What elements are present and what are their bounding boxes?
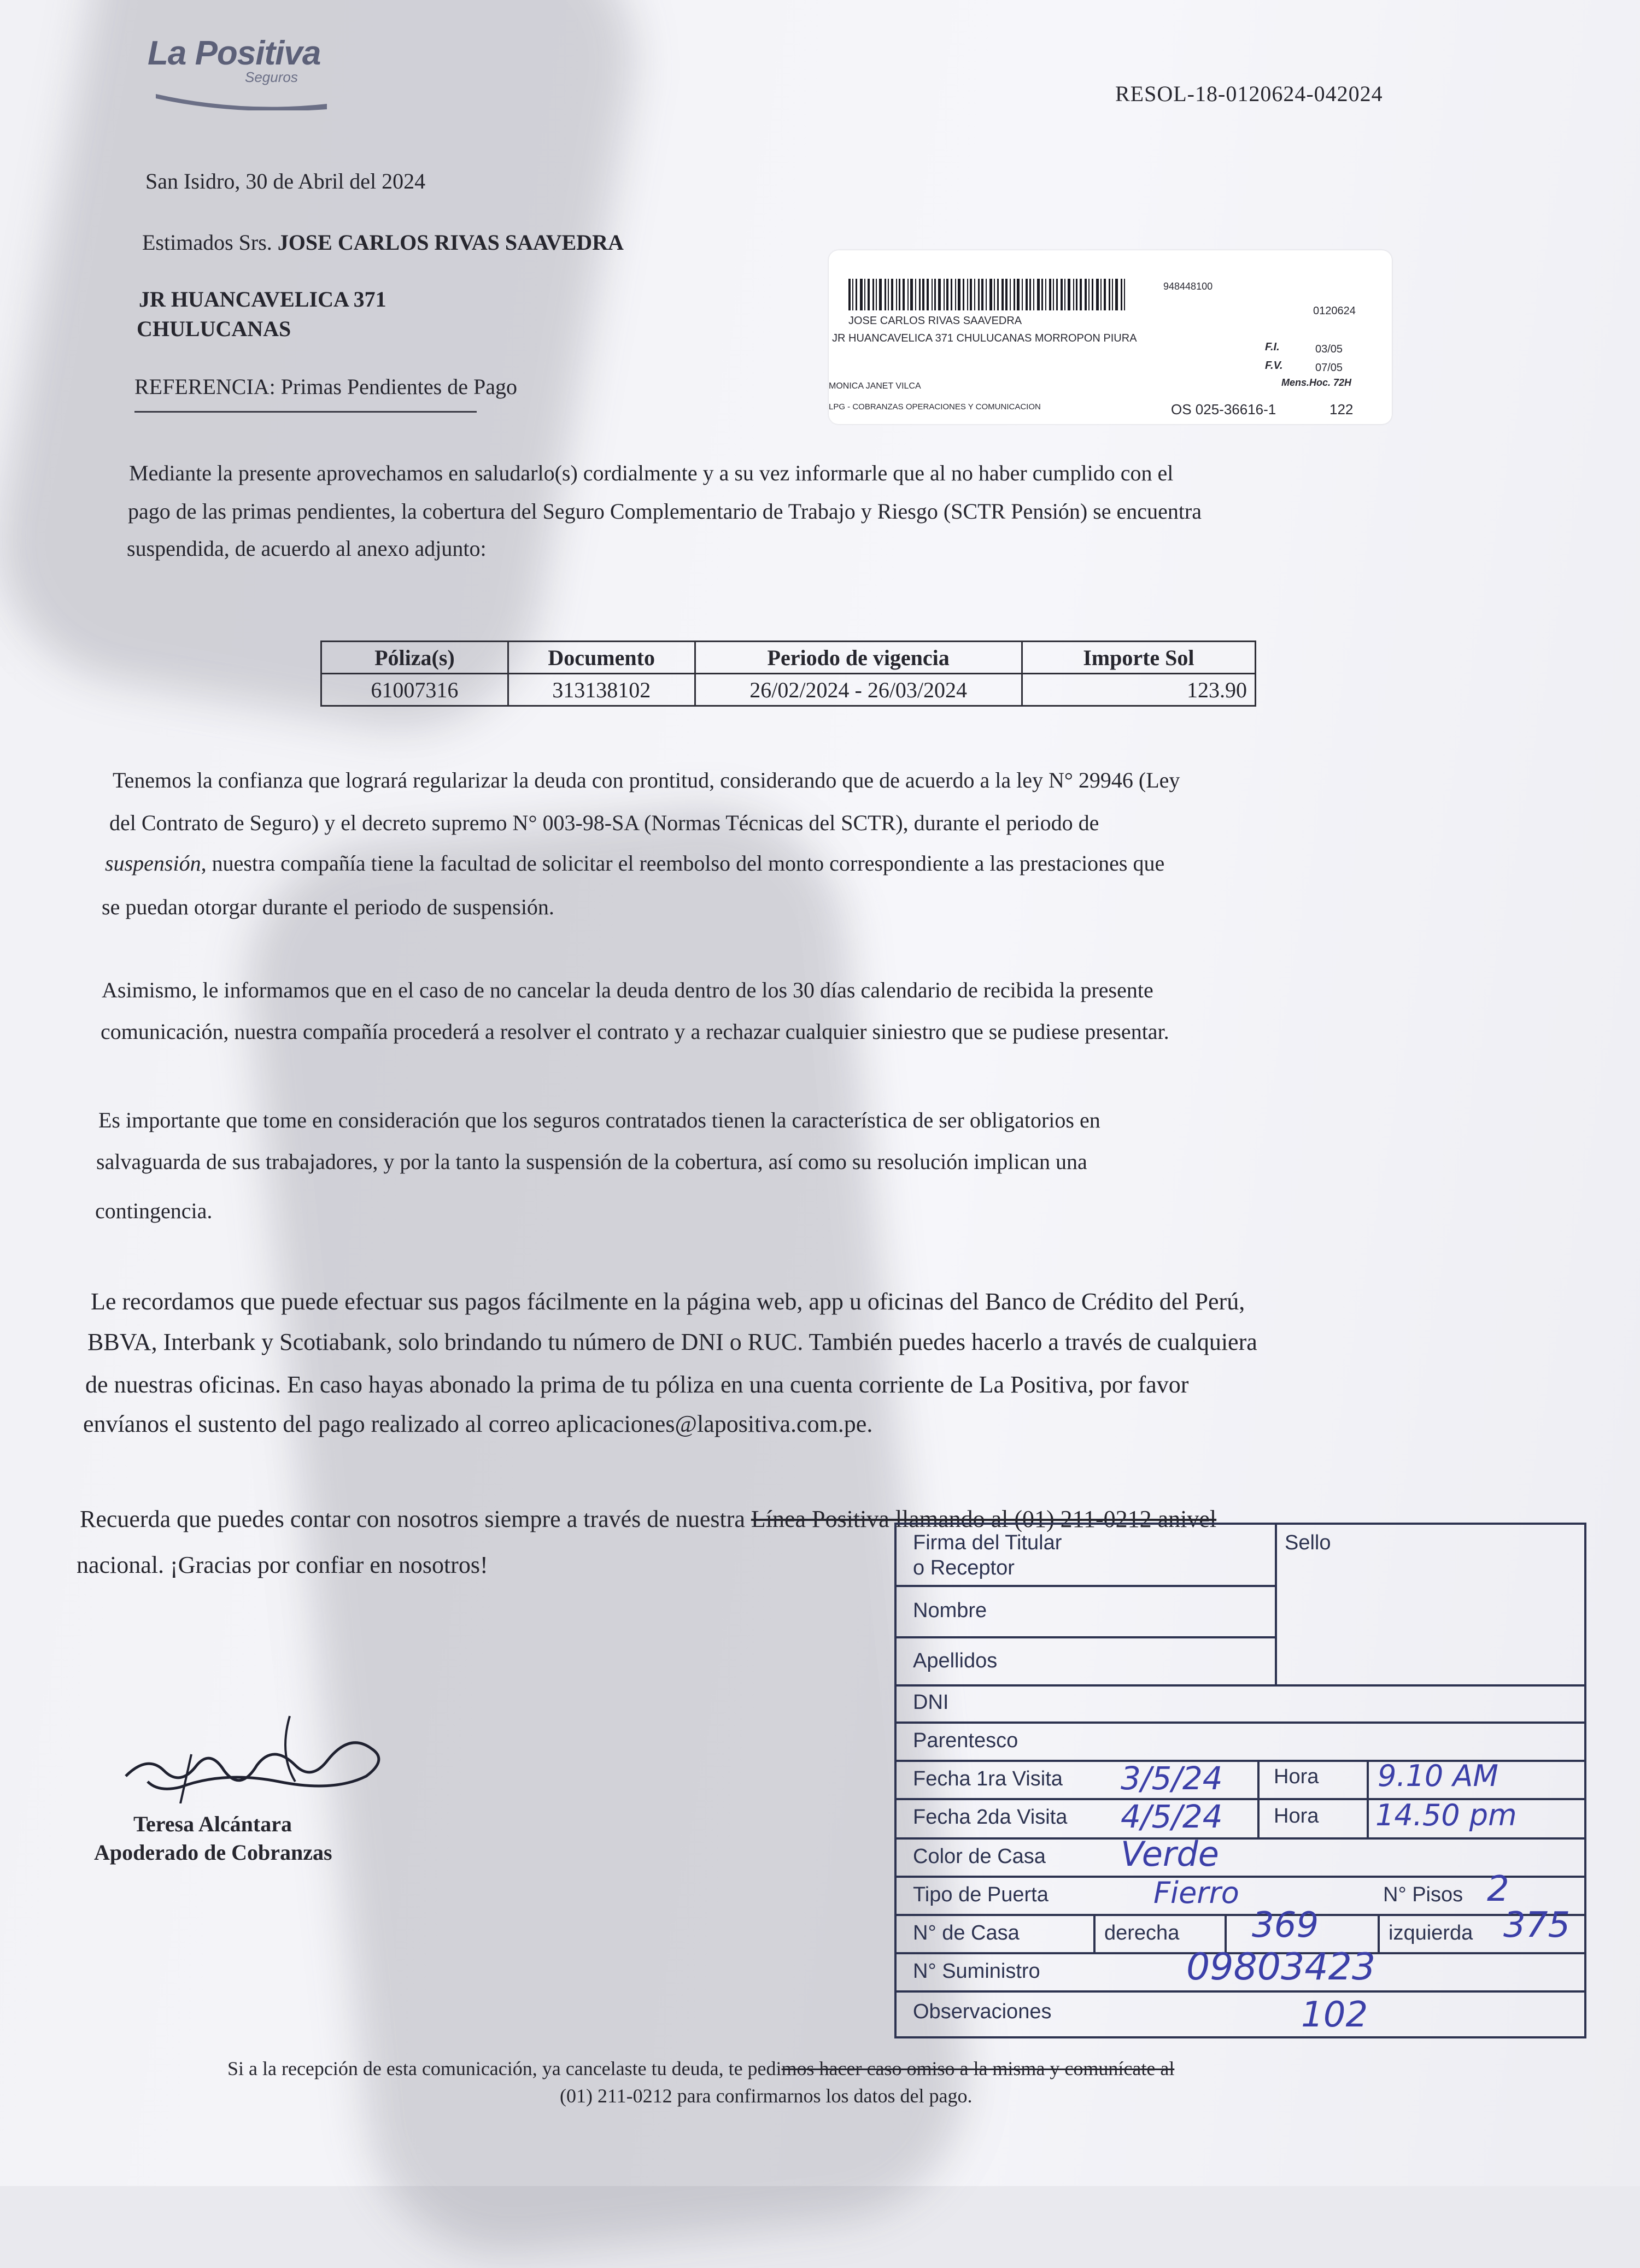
tipo-puerta-label: Tipo de Puerta: [913, 1883, 1049, 1906]
barcode-bar: [932, 279, 933, 310]
paragraph-2-line-3-rest: , nuestra compañía tiene la facultad de solicitar el reembolso del monto correspondiente a las prestaciones que: [201, 851, 1165, 876]
barcode-bar: [951, 279, 952, 310]
hora1-label: Hora: [1274, 1765, 1319, 1788]
barcode-bar: [1076, 279, 1077, 310]
barcode-bar: [1029, 279, 1031, 310]
fecha1-divider: [1257, 1760, 1260, 1798]
date-line: San Isidro, 30 de Abril del 2024: [145, 169, 426, 193]
barcode-bar: [986, 279, 987, 310]
barcode-bar: [922, 279, 924, 310]
barcode-bar: [856, 279, 857, 310]
barcode-bar: [1005, 279, 1008, 310]
barcode-bar: [1073, 279, 1074, 310]
row-divider-4: [897, 1721, 1584, 1724]
barcode-bar: [1049, 279, 1051, 310]
hora2-value: 14.50 pm: [1375, 1798, 1517, 1832]
logo-wordmark: La Positiva: [148, 34, 321, 72]
barcode-bar: [876, 279, 877, 310]
barcode-bar: [1080, 279, 1082, 310]
numero-casa-label: N° de Casa: [913, 1922, 1020, 1944]
derecha-label: derecha: [1104, 1922, 1180, 1944]
barcode-bar: [891, 279, 893, 310]
barcode-bar: [1124, 279, 1125, 310]
barcode-bar: [868, 279, 870, 310]
barcode-bar: [1096, 279, 1099, 310]
suspension-italic: suspensión: [105, 851, 201, 876]
fecha2-divider: [1257, 1798, 1260, 1837]
barcode-bar: [1014, 279, 1015, 310]
barcode-bar: [1104, 279, 1106, 310]
barcode-bar: [974, 279, 975, 310]
row-divider-2: [897, 1636, 1275, 1638]
barcode-bar: [978, 279, 980, 310]
label-fv: F.V.: [1265, 360, 1283, 372]
barcode-bar: [927, 279, 929, 310]
label-agent: MONICA JANET VILCA: [829, 381, 921, 391]
casa-divider-1: [1093, 1914, 1096, 1952]
row-divider-3: [897, 1684, 1584, 1687]
parentesco-label: Parentesco: [913, 1729, 1018, 1752]
barcode-bar: [1022, 279, 1023, 310]
color-label: Color de Casa: [913, 1845, 1046, 1868]
pisos-value: 2: [1487, 1869, 1509, 1909]
barcode-bar: [1121, 279, 1122, 310]
table-row: [321, 674, 1256, 706]
barcode-bar: [879, 279, 882, 310]
barcode-bar: [888, 279, 889, 310]
barcode-bar: [944, 279, 945, 310]
barcode-bar: [899, 279, 900, 310]
logo-swoosh-icon: [153, 89, 328, 110]
cell-importe: 123.90: [1022, 674, 1255, 706]
barcode-bar: [1053, 279, 1054, 310]
paragraph-3-line-2: comunicación, nuestra compañía procederá a resolver el contrato y a rechazar cualquier siniestro que se pudiese presentar.: [101, 1019, 1169, 1044]
barcode-bar: [989, 279, 992, 310]
greeting: [142, 230, 624, 255]
barcode-bar: [919, 279, 921, 310]
hora2-divider: [1367, 1798, 1369, 1837]
logo-subtitle: Seguros: [245, 69, 298, 85]
barcode-bar: [896, 279, 897, 310]
barcode-bar: [938, 279, 941, 310]
row-divider-9: [897, 1914, 1584, 1916]
barcode-bar: [885, 279, 886, 310]
header-importe: Importe Sol: [1022, 642, 1255, 674]
paragraph-2-line-2: del Contrato de Seguro) y el decreto supremo N° 003-98-SA (Normas Técnicas del SCTR), durante el periodo de: [109, 810, 1099, 835]
pisos-label: N° Pisos: [1383, 1883, 1463, 1906]
fecha2-label: Fecha 2da Visita: [913, 1806, 1068, 1829]
label-fi: F.I.: [1265, 341, 1280, 353]
nombre-label: Nombre: [913, 1599, 987, 1622]
barcode-bar: [1041, 279, 1043, 310]
suministro-label: N° Suministro: [913, 1960, 1040, 1983]
hora2-label: Hora: [1274, 1805, 1319, 1828]
paragraph-3-line-1: Asimismo, le informamos que en el caso de no cancelar la deuda dentro de los 30 días calendario de recibida la presente: [102, 978, 1153, 1002]
paragraph-4-line-1: Es importante que tome en consideración que los seguros contratados tienen la característica de ser obligatorios en: [98, 1108, 1100, 1132]
delivery-stamp-form: [894, 1523, 1586, 2038]
paragraph-1-line-3: suspendida, de acuerdo al anexo adjunto:: [127, 536, 487, 561]
barcode-bar: [1045, 279, 1046, 310]
paragraph-5-line-3: de nuestras oficinas. En caso hayas abonado la prima de tu póliza en una cuenta corriente de La Positiva, por favor: [85, 1371, 1189, 1398]
fecha1-value: 3/5/24: [1121, 1760, 1223, 1797]
tipo-puerta-value: Fierro: [1153, 1876, 1239, 1910]
label-os: OS 025-36616-1: [1171, 401, 1276, 418]
cell-poliza: 61007316: [321, 674, 508, 706]
paragraph-1-line-2: pago de las primas pendientes, la cobertura del Seguro Complementario de Trabajo y Riesgo (SCTR Pensión) se encuentra: [128, 499, 1202, 524]
barcode-bar: [934, 279, 936, 310]
barcode-bar: [1092, 279, 1093, 310]
barcode-bar: [1115, 279, 1118, 310]
barcode-bar: [915, 279, 916, 310]
label-name: JOSE CARLOS RIVAS SAAVEDRA: [848, 315, 1022, 327]
paragraph-1-line-1: Mediante la presente aprovechamos en saludarlo(s) cordialmente y a su vez informarle que al no haber cumplido con el: [129, 461, 1174, 485]
barcode-bar: [848, 279, 851, 310]
footer-line-2: (01) 211-0212 para confirmarnos los datos del pago.: [560, 2085, 973, 2107]
reference-label: REFERENCIA:: [134, 374, 276, 399]
casa-divider-3: [1378, 1914, 1380, 1952]
barcode-bar: [852, 279, 853, 310]
cell-documento: 313138102: [508, 674, 695, 706]
cell-periodo: 26/02/2024 - 26/03/2024: [695, 674, 1022, 706]
row-divider-1: [897, 1585, 1275, 1587]
label-number: 0120624: [1313, 305, 1356, 317]
reference-underline: [134, 411, 477, 413]
observaciones-value: 102: [1301, 1995, 1368, 2035]
firma-label-1: Firma del Titular: [913, 1531, 1062, 1554]
barcode-bar: [864, 279, 865, 310]
barcode-bar: [981, 279, 983, 310]
barcode-icon: [848, 279, 1133, 310]
barcode-bar: [1001, 279, 1004, 310]
reference-text: Primas Pendientes de Pago: [280, 374, 517, 399]
izquierda-value: 375: [1503, 1905, 1571, 1946]
barcode-bar: [1112, 279, 1113, 310]
signature-icon: [115, 1700, 399, 1803]
policy-table-header: [321, 642, 1256, 674]
barcode-bar: [903, 279, 905, 310]
label-dept: LPG - COBRANZAS OPERACIONES Y COMUNICACION: [829, 402, 1041, 412]
observaciones-label: Observaciones: [913, 2000, 1052, 2023]
suministro-value: 09803423: [1186, 1946, 1376, 1989]
barcode-bar: [994, 279, 995, 310]
paragraph-6-line-2: nacional. ¡Gracias por confiar en nosotros!: [77, 1552, 488, 1578]
barcode-bar: [1068, 279, 1070, 310]
color-value: Verde: [1121, 1834, 1219, 1874]
address-line-1: JR HUANCAVELICA 371: [139, 287, 386, 312]
greeting-prefix: Estimados Srs.: [142, 230, 272, 255]
sello-divider: [1275, 1525, 1277, 1684]
label-fv-value: 07/05: [1315, 362, 1343, 374]
dni-label: DNI: [913, 1691, 949, 1714]
barcode-bar: [872, 279, 874, 310]
label-mens: Mens.Hoc. 72H: [1281, 377, 1352, 388]
paragraph-4-line-3: contingencia.: [95, 1198, 213, 1223]
la-positiva-logo: [148, 34, 333, 110]
derecha-value: 369: [1252, 1905, 1319, 1946]
apellidos-label: Apellidos: [913, 1649, 998, 1672]
hora1-divider: [1367, 1760, 1369, 1798]
paragraph-5-line-4: envíanos el sustento del pago realizado al correo aplicaciones@lapositiva.com.pe.: [83, 1411, 873, 1437]
footer-text-1a: Si a la recepción de esta comunicación, ya cancelaste tu deuda, te pedi: [227, 2058, 782, 2079]
row-divider-11: [897, 1990, 1584, 1993]
row-divider-8: [897, 1876, 1584, 1878]
barcode-bar: [1109, 279, 1110, 310]
mailing-label: [829, 250, 1392, 424]
paragraph-6-text: Recuerda que puedes contar con nosotros siempre a través de nuestra: [80, 1506, 745, 1532]
label-os-number: 122: [1329, 401, 1354, 418]
label-fi-value: 03/05: [1315, 343, 1343, 355]
resolution-code: RESOL-18-0120624-042024: [1115, 81, 1383, 106]
recipient-name: JOSE CARLOS RIVAS SAAVEDRA: [277, 230, 624, 255]
barcode-bar: [1061, 279, 1063, 310]
hora1-value: 9.10 AM: [1378, 1759, 1498, 1793]
barcode-bar: [1088, 279, 1090, 310]
barcode-bar: [967, 279, 968, 310]
signer-title: Apoderado de Cobranzas: [94, 1840, 332, 1865]
barcode-bar: [970, 279, 972, 310]
barcode-bar: [907, 279, 909, 310]
paragraph-4-line-2: salvaguarda de sus trabajadores, y por la tanto la suspensión de la cobertura, así como su resolución implican una: [96, 1149, 1087, 1174]
barcode-bar: [1026, 279, 1028, 310]
barcode-bar: [1064, 279, 1065, 310]
paragraph-2-line-1: Tenemos la confianza que logrará regularizar la deuda con prontitud, considerando que de acuerdo a la ley N° 29946 (Ley: [113, 768, 1180, 792]
barcode-bar: [860, 279, 863, 310]
footer-line-1: [227, 2057, 1174, 2080]
paragraph-2-line-3: [105, 850, 1164, 876]
barcode-bar: [1033, 279, 1034, 310]
linea-positiva-text: Línea Positiva llamando al (01) 211-0212 anivel: [751, 1506, 1217, 1532]
reference-line: [134, 374, 517, 399]
barcode-bar: [1085, 279, 1087, 310]
footer-text-1b: mos hacer caso omiso a la misma y comunícate al: [781, 2058, 1175, 2079]
barcode-bar: [910, 279, 913, 310]
header-documento: Documento: [508, 642, 695, 674]
barcode-bar: [955, 279, 956, 310]
fecha2-value: 4/5/24: [1121, 1798, 1223, 1835]
barcode-bar: [1056, 279, 1058, 310]
header-poliza: Póliza(s): [321, 642, 508, 674]
label-address: JR HUANCAVELICA 371 CHULUCANAS MORROPON PIURA: [832, 332, 1137, 344]
header-periodo: Periodo de vigencia: [695, 642, 1022, 674]
address-line-2: CHULUCANAS: [137, 316, 291, 341]
izquierda-label: izquierda: [1389, 1922, 1473, 1944]
paragraph-5-line-1: Le recordamos que puede efectuar sus pagos fácilmente en la página web, app u oficinas del Banco de Crédito del Perú,: [91, 1288, 1245, 1315]
barcode-bar: [1010, 279, 1011, 310]
barcode-bar: [997, 279, 999, 310]
paragraph-5-line-2: BBVA, Interbank y Scotiabank, solo brindando tu número de DNI o RUC. También puedes hacerlo a través de cualquiera: [87, 1329, 1257, 1355]
barcode-bar: [1100, 279, 1102, 310]
signer-name: Teresa Alcántara: [133, 1812, 292, 1836]
label-code: 948448100: [1163, 281, 1213, 292]
row-divider-7: [897, 1837, 1584, 1840]
paragraph-2-line-4: se puedan otorgar durante el periodo de suspensión.: [102, 895, 554, 919]
policy-table: [320, 641, 1256, 707]
barcode-bar: [946, 279, 948, 310]
barcode-bar: [1037, 279, 1040, 310]
barcode-bar: [963, 279, 964, 310]
fecha1-label: Fecha 1ra Visita: [913, 1767, 1063, 1790]
sello-label: Sello: [1285, 1531, 1331, 1554]
firma-label-2: o Receptor: [913, 1556, 1015, 1579]
barcode-bar: [1017, 279, 1020, 310]
barcode-bar: [958, 279, 960, 310]
